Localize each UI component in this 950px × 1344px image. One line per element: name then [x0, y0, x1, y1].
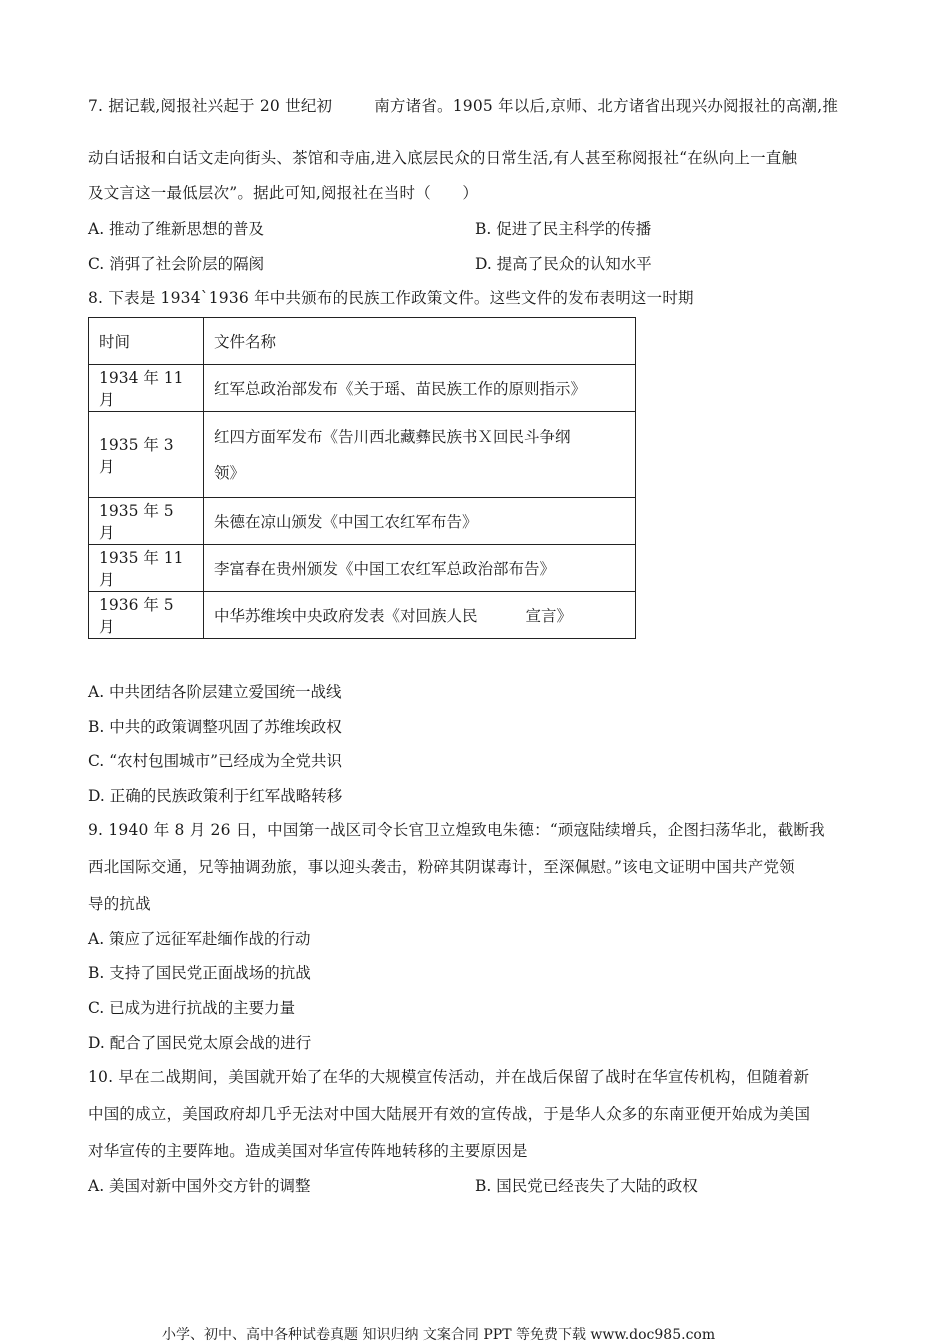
- q7-stem-line-1a: 7. 据记载,阅报社兴起于 20 世纪初: [88, 97, 333, 115]
- q9-stem-line-2: 西北国际交通，兄等抽调劲旅，事以迎头袭击，粉碎其阴谋毒计，至深佩慰。”该电文证明中国共产党领: [88, 858, 795, 876]
- table-row: [89, 498, 636, 545]
- q8-option-d[interactable]: D. 正确的民族政策利于红军战略转移: [88, 787, 343, 805]
- q9-stem-line-1: 9. 1940 年 8 月 26 日，中国第一战区司令长官卫立煌致电朱德：“顽寇陆续增兵，企图扫荡华北，截断我: [88, 821, 825, 839]
- doc-line-1: 红四方面军发布《告川西北藏彝民族书Ｘ回民斗争纲: [214, 427, 571, 446]
- doc-part-2: 宣言》: [525, 607, 573, 625]
- q9-option-c[interactable]: C. 已成为进行抗战的主要力量: [88, 999, 296, 1017]
- table-cell-doc: [204, 592, 636, 639]
- q7-option-b[interactable]: B. 促进了民主科学的传播: [475, 220, 652, 238]
- table-row: [89, 412, 636, 498]
- q8-option-c[interactable]: C. “农村包围城市”已经成为全党共识: [88, 752, 343, 770]
- table-header-time: 时间: [89, 318, 204, 365]
- q8-option-a[interactable]: A. 中共团结各阶层建立爱国统一战线: [88, 683, 342, 701]
- table-cell-time: 1935 年 3 月: [89, 412, 204, 498]
- policy-table: [88, 317, 636, 639]
- q9-option-a[interactable]: A. 策应了远征军赴缅作战的行动: [88, 930, 311, 948]
- table-cell-time: 1935 年 5 月: [89, 498, 204, 545]
- q10-stem-line-2: 中国的成立，美国政府却几乎无法对中国大陆展开有效的宣传战，于是华人众多的东南亚便开始成为美国: [88, 1105, 811, 1123]
- table-cell-doc: [204, 412, 636, 498]
- q8-option-b[interactable]: B. 中共的政策调整巩固了苏维埃政权: [88, 718, 342, 736]
- doc-line-2: 领》: [214, 463, 246, 482]
- table-cell-time: 1935 年 11 月: [89, 545, 204, 592]
- q7-stem-line-2: 动白话报和白话文走向街头、茶馆和寺庙,进入底层民众的日常生活,有人甚至称阅报社“在纵向上一直触: [88, 149, 798, 167]
- table-row: [89, 545, 636, 592]
- table-cell-time: 1936 年 5 月: [89, 592, 204, 639]
- q10-stem-line-3: 对华宣传的主要阵地。造成美国对华宣传阵地转移的主要原因是: [88, 1142, 528, 1160]
- table-cell-doc: 朱德在凉山颁发《中国工农红军布告》: [204, 498, 636, 545]
- q7-stem-line-3: 及文言这一最低层次”。据此可知,阅报社在当时（ ）: [88, 184, 479, 202]
- table-header-doc: 文件名称: [204, 318, 636, 365]
- q9-stem-line-3: 导的抗战: [88, 895, 151, 913]
- q9-option-b[interactable]: B. 支持了国民党正面战场的抗战: [88, 964, 311, 982]
- q7-option-d[interactable]: D. 提高了民众的认知水平: [475, 255, 652, 273]
- table-row: [89, 365, 636, 412]
- q10-option-a[interactable]: A. 美国对新中国外交方针的调整: [88, 1177, 311, 1195]
- q10-stem-line-1: 10. 早在二战期间，美国就开始了在华的大规模宣传活动，并在战后保留了战时在华宣传机构，但随着新: [88, 1068, 810, 1086]
- table-cell-doc: 李富春在贵州颁发《中国工农红军总政治部布告》: [204, 545, 636, 592]
- table-row: [89, 592, 636, 639]
- page-footer: 小学、初中、高中各种试卷真题 知识归纳 文案合同 PPT 等免费下载 www.doc985.com: [162, 1327, 716, 1343]
- q7-option-c[interactable]: C. 消弭了社会阶层的隔阂: [88, 255, 265, 273]
- table-cell-doc: 红军总政治部发布《关于瑶、苗民族工作的原则指示》: [204, 365, 636, 412]
- table-cell-time: 1934 年 11 月: [89, 365, 204, 412]
- q10-option-b[interactable]: B. 国民党已经丧失了大陆的政权: [475, 1177, 698, 1195]
- q9-option-d[interactable]: D. 配合了国民党太原会战的进行: [88, 1034, 312, 1052]
- q8-stem: 8. 下表是 1934`1936 年中共颁布的民族工作政策文件。这些文件的发布表明这一时期: [88, 289, 694, 307]
- doc-part-1: 中华苏维埃中央政府发表《对回族人民: [214, 607, 478, 625]
- q7-option-a[interactable]: A. 推动了维新思想的普及: [88, 220, 265, 238]
- q7-stem-line-1b: 南方诸省。1905 年以后,京师、北方诸省出现兴办阅报社的高潮,推: [374, 97, 839, 115]
- table-header-row: [89, 318, 636, 365]
- q7-stem-line-1: [88, 94, 838, 116]
